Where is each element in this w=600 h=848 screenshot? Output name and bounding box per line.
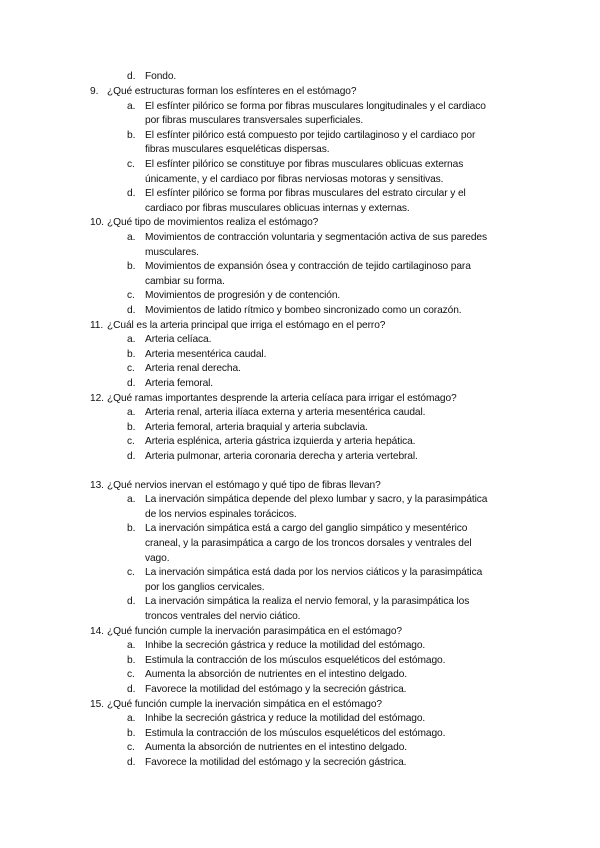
option-letter: b. — [127, 654, 136, 666]
option-text: Movimientos de progresión y de contención. — [145, 290, 341, 302]
option-letter: a. — [127, 407, 136, 419]
question-number: 12. — [90, 392, 104, 404]
option-letter: a. — [127, 232, 136, 243]
option-letter: b. — [127, 421, 136, 433]
question-text: ¿Cuál es la arteria principal que irriga el estómago en el perro? — [107, 319, 386, 331]
option-text: Arteria femoral, arteria braquial y arteria subclavia. — [145, 421, 368, 433]
option-text: Movimientos de contracción voluntaria y segmentación activa de sus paredes — [145, 232, 487, 243]
question-text: ¿Qué estructuras forman los esfínteres en el estómago? — [107, 86, 357, 97]
option-letter: c. — [127, 159, 135, 170]
option-text: El esfínter pilórico se forma por fibras musculares del estrato circular y el — [145, 188, 466, 200]
option-text: Aumenta la absorción de nutrientes en el intestino delgado. — [145, 669, 407, 681]
option-letter: b. — [127, 523, 136, 535]
option-letter: d. — [127, 757, 136, 768]
option-text: Arteria femoral. — [145, 378, 214, 389]
option-letter: d. — [127, 305, 136, 316]
option-letter: b. — [127, 129, 136, 141]
option-text: Favorece la motilidad del estómago y la secreción gástrica. — [145, 684, 407, 695]
option-text: Arteria mesentérica caudal. — [145, 348, 267, 360]
option-text: de los nervios espinales torácicos. — [145, 508, 297, 520]
option-letter: d. — [127, 451, 136, 462]
option-letter: a. — [127, 334, 136, 346]
option-text: Estimula la contracción de los músculos esqueléticos del estómago. — [145, 654, 446, 666]
option-letter: c. — [127, 567, 135, 579]
option-text: troncos ventrales del nervio ciático. — [145, 611, 301, 622]
option-text: Favorece la motilidad del estómago y la secreción gástrica. — [145, 757, 407, 768]
option-letter: d. — [127, 378, 136, 389]
option-text: Arteria esplénica, arteria gástrica izquierda y arteria hepática. — [145, 436, 416, 448]
option-letter: d. — [127, 71, 136, 82]
question-text: ¿Qué tipo de movimientos realiza el estómago? — [107, 217, 319, 229]
question-text: ¿Qué nervios inervan el estómago y qué tipo de fibras llevan? — [107, 479, 381, 491]
option-letter: c. — [127, 290, 135, 302]
option-text: Estimula la contracción de los músculos esqueléticos del estómago. — [145, 727, 446, 739]
option-text: La inervación simpática la realiza el nervio femoral, y la parasimpática los — [145, 596, 470, 608]
question-text: ¿Qué función cumple la inervación parasimpática en el estómago? — [107, 625, 402, 637]
option-text: Fondo. — [145, 71, 177, 82]
option-text: cambiar su forma. — [145, 275, 225, 287]
option-text: La inervación simpática está a cargo del ganglio simpático y mesentérico — [145, 523, 468, 535]
question-number: 9. — [90, 86, 99, 97]
option-letter: a. — [127, 494, 136, 506]
option-text: Movimientos de expansión ósea y contracción de tejido cartilaginoso para — [145, 261, 471, 273]
option-text: únicamente, y el cardiaco por fibras nerviosas motoras y sensitivas. — [145, 173, 444, 185]
option-text: Arteria pulmonar, arteria coronaria derecha y arteria vertebral. — [145, 451, 418, 462]
option-text: craneal, y la parasimpática a cargo de los troncos dorsales y ventrales del — [145, 538, 472, 549]
option-text: La inervación simpática depende del plexo lumbar y sacro, y la parasimpática — [145, 494, 488, 506]
option-text: cardiaco por fibras musculares oblicuas internas y externas. — [145, 202, 410, 214]
option-letter: d. — [127, 188, 136, 200]
question-text: ¿Qué ramas importantes desprende la arteria celíaca para irrigar el estómago? — [107, 392, 457, 404]
option-text: Aumenta la absorción de nutrientes en el intestino delgado. — [145, 742, 407, 754]
option-text: El esfínter pilórico se constituye por fibras musculares oblicuas externas — [145, 159, 464, 170]
option-text: La inervación simpática está dada por los nervios ciáticos y la parasimpática — [145, 567, 483, 579]
option-letter: b. — [127, 348, 136, 360]
option-letter: c. — [127, 669, 135, 681]
option-letter: c. — [127, 363, 135, 375]
option-text: vago. — [145, 552, 170, 564]
option-text: fibras musculares esqueléticas dispersas. — [145, 144, 330, 156]
option-letter: b. — [127, 727, 136, 739]
option-letter: c. — [127, 742, 135, 754]
option-text: por los ganglios cervicales. — [145, 581, 265, 593]
option-text: por fibras musculares transversales superficiales. — [145, 115, 364, 127]
option-letter: b. — [127, 261, 136, 273]
option-text: Movimientos de latido rítmico y bombeo sincronizado como un corazón. — [145, 305, 462, 316]
option-letter: a. — [127, 640, 136, 652]
question-number: 13. — [90, 479, 104, 491]
option-text: El esfínter pilórico está compuesto por tejido cartilaginoso y el cardiaco por — [145, 129, 476, 141]
option-text: Arteria celíaca. — [145, 334, 212, 346]
option-letter: a. — [127, 100, 136, 112]
question-number: 14. — [90, 625, 104, 637]
option-letter: d. — [127, 596, 136, 608]
question-number: 10. — [90, 217, 104, 229]
option-letter: a. — [127, 713, 136, 725]
option-text: Arteria renal derecha. — [145, 363, 241, 375]
option-letter: c. — [127, 436, 135, 448]
option-text: Inhibe la secreción gástrica y reduce la motilidad del estómago. — [145, 640, 426, 652]
option-letter: d. — [127, 684, 136, 695]
question-number: 11. — [90, 319, 104, 331]
question-text: ¿Qué función cumple la inervación simpática en el estómago? — [107, 698, 382, 710]
question-number: 15. — [90, 698, 104, 710]
option-text: Inhibe la secreción gástrica y reduce la motilidad del estómago. — [145, 713, 426, 725]
option-text: musculares. — [145, 246, 199, 258]
option-text: Arteria renal, arteria ilíaca externa y arteria mesentérica caudal. — [145, 407, 426, 419]
option-text: El esfínter pilórico se forma por fibras musculares longitudinales y el cardiaco — [145, 100, 486, 112]
